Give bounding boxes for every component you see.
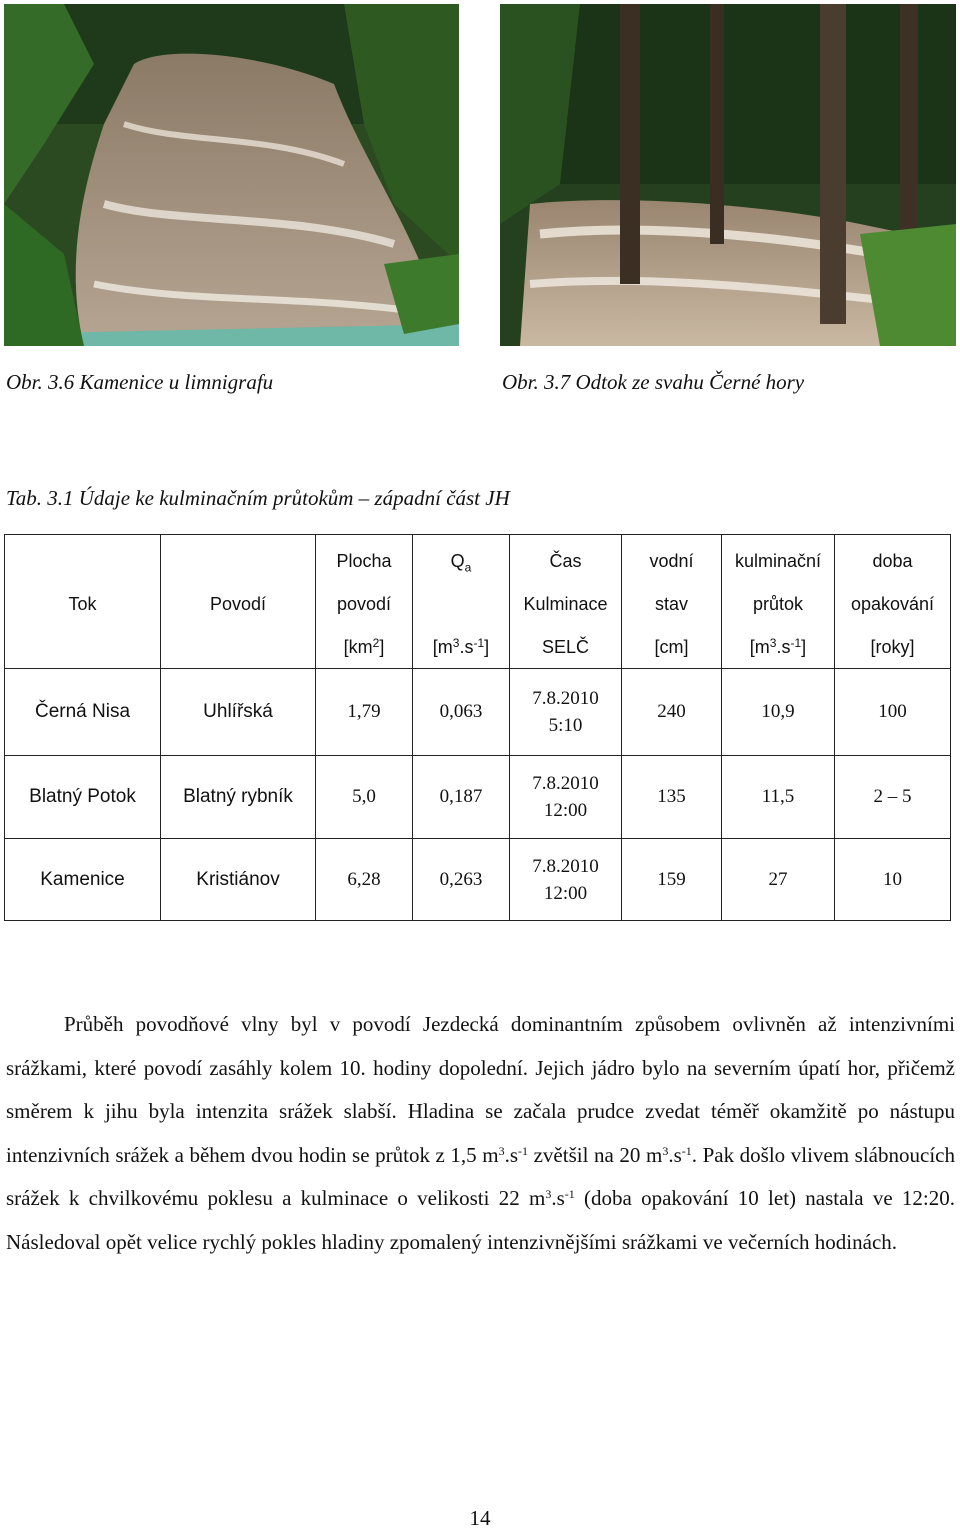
page-number: 14 xyxy=(469,1506,491,1530)
header-doba-opakovani: doba opakování [roky] xyxy=(835,535,951,669)
table-header-row xyxy=(5,535,951,669)
header-tok: Tok xyxy=(5,535,161,669)
table-title: Tab. 3.1 Údaje ke kulminačním průtokům – západní část JH xyxy=(6,486,510,510)
header-povodi: Povodí xyxy=(161,535,316,669)
figure-caption-3-7: Obr. 3.7 Odtok ze svahu Černé hory xyxy=(502,370,805,394)
header-kulminacni-prutok: kulminační průtok $[m^3.s^{-1}]$ xyxy=(722,535,835,669)
header-qa: $Q_a$ $[m^3.s^{-1}]$ xyxy=(413,535,510,669)
table-row: Černá Nisa Uhlířská 1,79 0,063 7.8.2010 5:10 240 10,9 100 xyxy=(5,669,951,756)
table-row: Blatný Potok Blatný rybník 5,0 0,187 7.8.2010 12:00 135 11,5 2 – 5 xyxy=(5,756,951,839)
photo-kamenice-river xyxy=(4,4,459,346)
header-vodni-stav: vodní stav [cm] xyxy=(622,535,722,669)
header-cas: Čas Kulminace SELČ xyxy=(510,535,622,669)
table-row: Kamenice Kristiánov 6,28 0,263 7.8.2010 12:00 159 27 10 xyxy=(5,839,951,921)
photo-slope-runoff xyxy=(500,4,956,346)
culmination-table xyxy=(4,534,951,921)
header-plocha: Plocha povodí $[km^2]$ xyxy=(316,535,413,669)
figure-caption-3-6: Obr. 3.6 Kamenice u limnigrafu xyxy=(6,370,274,394)
body-paragraph: Průběh povodňové vlny byl v povodí Jezdecká dominantním způsobem ovlivněn až intenzivními srážkami, které povodí zasáhly kolem 10. hodiny dopolední. Jejich jádro bylo na severním úpatí hor, přičemž směrem k jihu byla intenzita srážek slabší. Hladina se začala prudce zvedat téměř okamžitě po nástupu intenzivních srážek a během dvou hodin se průtok z 1,5 $m^3.s^{-1}$ zvětšil na 20 $m^3.s^{-1}$. Pak došlo vlivem slábnoucích srážek k chvilkovému poklesu a kulminace o velikosti 22 $m^3.s^{-1}$ (doba opakování 10 let) nastala ve 12:20. Následoval opět velice rychlý pokles hladiny zpomalený intenzivnějšími srážkami ve večerních hodinách. xyxy=(6,1012,955,1254)
